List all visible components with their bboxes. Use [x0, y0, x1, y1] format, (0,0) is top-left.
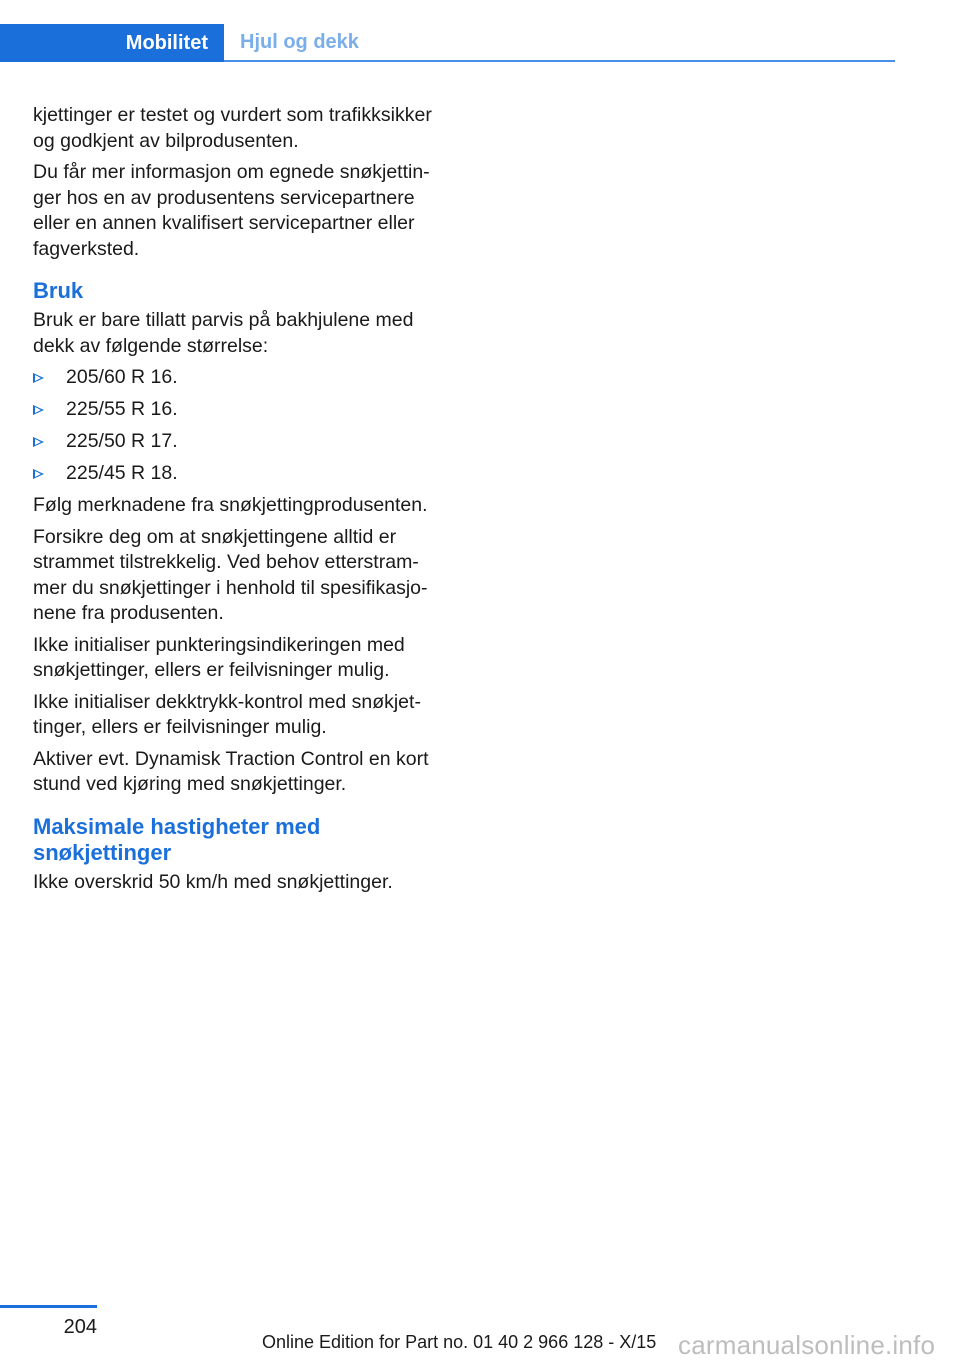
paragraph: Forsikre deg om at snøkjettingene alltid er strammet tilstrekkelig. Ved behov etterstram‐ mer du snøkjettinger i henhold til spesifikasjo‐ nene fra produsenten.: [33, 525, 428, 624]
triangle-bullet-icon: [33, 373, 44, 383]
section-tab-hjul-og-dekk[interactable]: Hjul og dekk: [240, 30, 359, 53]
paragraph: Ikke overskrid 50 km/h med snøkjettinger.: [33, 870, 393, 893]
list-item-text: 225/55 R 16.: [66, 398, 178, 420]
list-item: [33, 429, 453, 455]
triangle-bullet-icon: [33, 405, 44, 415]
page-content: [33, 103, 453, 901]
section-tab-mobilitet[interactable]: Mobilitet: [0, 24, 224, 62]
tire-size-list: [33, 365, 453, 487]
section-heading-maksimale-hastigheter: Maksimale hastigheter med snøkjettinger: [33, 813, 321, 865]
footer-rule: [0, 1305, 97, 1308]
watermark: carmanualsonline.info: [678, 1330, 936, 1360]
paragraph: kjettinger er testet og vurdert som trafikksikker og godkjent av bilprodusenten.: [33, 104, 432, 152]
page-number: 204: [63, 1316, 97, 1338]
list-item-text: 205/60 R 16.: [66, 366, 178, 388]
triangle-bullet-icon: [33, 437, 44, 447]
paragraph: Ikke initialiser dekktrykk-kontrol med snøkjet‐ tinger, ellers er feilvisninger mulig.: [33, 690, 421, 738]
list-item-text: 225/50 R 17.: [66, 430, 178, 452]
list-item: [33, 365, 453, 391]
section-heading-bruk: Bruk: [33, 278, 84, 303]
paragraph: Du får mer informasjon om egnede snøkjettin‐ ger hos en av produsentens servicepartnere eller en annen kvalifisert servicepartner eller fagverksted.: [33, 161, 430, 260]
paragraph: Bruk er bare tillatt parvis på bakhjulene med dekk av følgende størrelse:: [33, 309, 414, 357]
paragraph: Aktiver evt. Dynamisk Traction Control en kort stund ved kjøring med snøkjettinger.: [33, 747, 429, 795]
paragraph: Følg merknadene fra snøkjettingprodusenten.: [33, 494, 428, 516]
list-item: [33, 461, 453, 487]
list-item: [33, 397, 453, 423]
triangle-bullet-icon: [33, 469, 44, 479]
paragraph: Ikke initialiser punkteringsindikeringen med snøkjettinger, ellers er feilvisninger mulig.: [33, 633, 405, 681]
list-item-text: 225/45 R 18.: [66, 462, 178, 484]
page-header: [0, 24, 895, 62]
edition-text: Online Edition for Part no. 01 40 2 966 128 - X/15: [262, 1332, 657, 1352]
